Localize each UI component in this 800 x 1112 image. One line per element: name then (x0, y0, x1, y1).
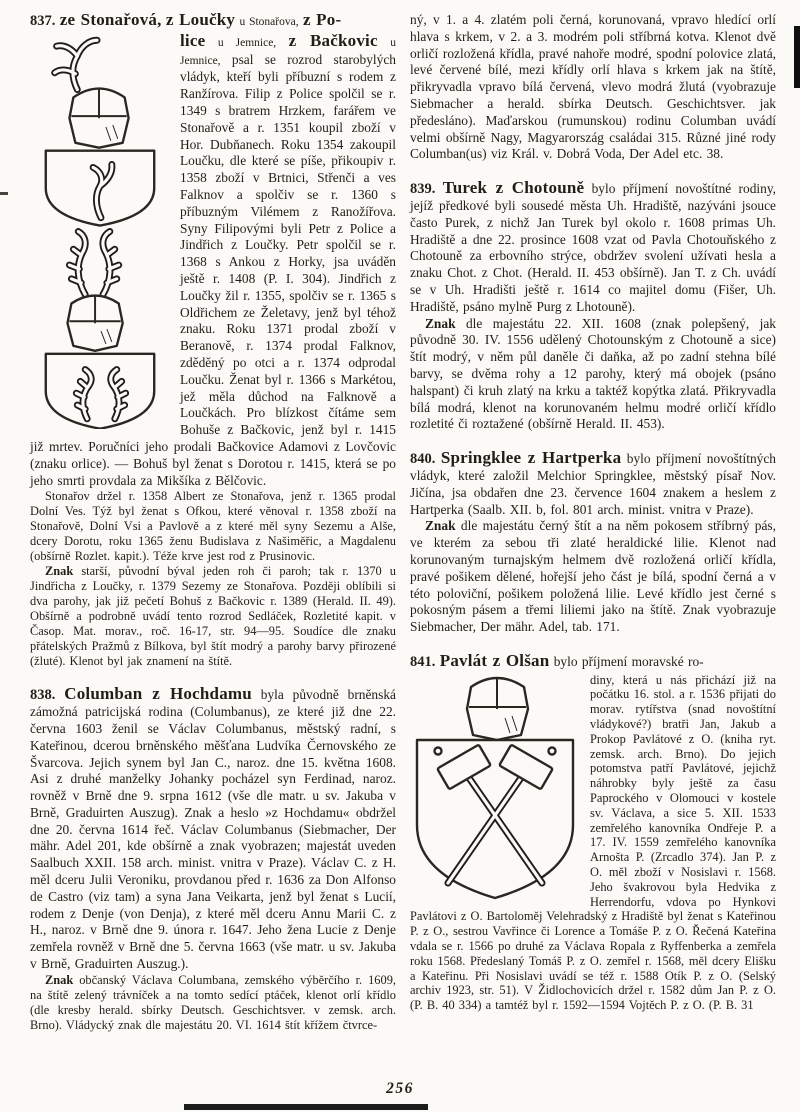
entry-838-continuation: ný, v 1. a 4. zlatém poli černá, korunovaná, vpravo hledící orlí hlava s krkem, v 2. a 3. modrém poli stříbrná kotva. Klenot dvě orličí rozložená křídla, pravé nahoře modré, spodní polovice zlatá, levé červené bílé, mezi křídly orlí hlava s krkem jak na štítě, přikryvadla vpravo bílá červená, vlevo modrá žlutá (vyobrazuje Siebmacher a herald. sbírka Deutsch. Geschichtsver. jak předesláno). Maďarskou (rumunskou) rodinu Columban uvádí velmi obšírně Nagy, Magyarország családai 315. Různé jiné rody Columban(us) viz Král. v. Dobrá Voda, Der Adel etc. 38. (410, 12, 776, 162)
entry-838-blazon-paragraph (30, 973, 396, 1033)
entry-837-number: 837. (30, 13, 56, 29)
entry-839-name: Turek z Chotouně (442, 178, 585, 198)
entry-838-blazon-text: občanský Václava Columbana, zemského výběrčího r. 1609, na štítě zelený trávníček a na tomto sedící ptáček, klenot orlí křídlo (dle kresby herald. sbírky Deutsch. Geschichtsver. v zemsk. arch. Brno). Vládycký znak dle majestátu 20. VI. 1614 štít křížem čtvrce- (30, 972, 396, 1032)
entry-841-paragraph-1 (410, 673, 776, 1013)
entry-840 (410, 450, 776, 636)
entry-837-locality-3: u Jemnice, (180, 36, 396, 67)
entry-841-body-text: diny, která u nás přichází již na počátku 16. stol. a r. 1536 přijati do morav. rytířstva (snad novoštítní vládykové?) bratři Jan, Jakub a Prokop Pavlátové z O. (kniha ryt. zemsk. arch. Brno). Do jejich potomstva patří Pavlátové, jejichž náhrobky byly ještě za času Paprockého v Olomouci v kostele sv. Václava, a sice 5. XII. 1533 zemřelého kanovníka Ondřeje P. a 17. IV. 1559 zemřelého kanovníka Arnošta P. (Zrcadlo 374). Jan P. z O. měl zboží v Nosislavi r. 1568. Jeho švakrovou byla Hedvika z Herrendorfu, vdova po Hynkovi Pavlátovi z O. Bartoloměj Velehradský z Hradiště byl ženat s Kateřinou P. z O., sestrou Vavřince či Lorence a Tomáše P. z O. Řečená Kateřina vdala se r. 1566 po druhé za Václava Ropala z Ryffenberka a zemřela roku 1568. Předeslaný Tomáš P. z O. zemřel r. 1568, měl dcery Elišku a Kateřinu. Při Nosislavi uvádí se též r. 1588 Otík P. z O. (Selský archiv 1923, str. 51). V Židlochovicích držel r. 1582 dům Jan P. z O. (P. B. 40 334) a tamtéž byl r. 1592—1594 Vojtěch P. z O. (P. B. 31 (410, 672, 776, 1013)
scan-artifact-right-edge (794, 26, 800, 88)
entry-840-name: Springklee z Hartperka (440, 448, 622, 468)
entry-837-locality-1: u Stonařova, (239, 16, 299, 28)
entry-837-heading (30, 12, 396, 31)
scan-artifact-bottom-edge (184, 1104, 428, 1110)
blazon-label: Znak (45, 564, 74, 579)
entry-837-name-loucky: z Loučky (165, 10, 236, 29)
blazon-label: Znak (425, 518, 456, 534)
entry-838-number: 838. (30, 687, 56, 704)
entry-837-name-backovic: z Bačkovic (288, 30, 378, 50)
entry-840-blazon-paragraph (410, 518, 776, 636)
entry-837-name-police-cont: lice (180, 30, 206, 50)
entry-841-name: Pavlát z Olšan (439, 650, 550, 670)
entry-838-paragraph-1 (30, 686, 396, 973)
entry-841 (410, 650, 776, 1013)
entry-838-body-text: byla původně brněnská zámožná patricijská rodina (Columbanus), ze které již dne 22. června 1603 ženil se Václav Columbanus, městský radní, s Kateřinou, dcerou brněnského měšťana Ludvíka Černovského ze Švarcova. Jejich synem byl Jan C., naroz. dne 15. května 1608. Asi z druhé manželky Johanky pocházel syn Ferdinad, naroz. rovněž v Brně dne 9. srpna 1612 (vše dle matr. u sv. Jakuba v Brně, Graduirten Auszug). Znak a heslo »z Hochdamu« obdržel dne 20. června 1614 řeč. Václav Columbanus (Siebmacher, Der mähr. Adel 201, kde obšírně a znak vyobrazen; majestát uveden Saalbuch XXII. 158 arch. minist. vnitra v Praze). Václav C. z H. měl dceru Julii Veroniku, provdanou před r. 1636 za Don Alfonso de Castro (viz tam) a syna Jana Veikarta, jenž byl ženat s Lucií, rodem z Denje (von Denja), z které měl dceru Annu Marii C. z H., naroz. v Brně dne 9. února r. 1647. Jeho žena Lucie z Denje zemřela rovněž v Brně dne 5. června 1663 (vše matr. u sv. Jakuba v Brně, Graduirten Auszug.). (30, 687, 396, 972)
entry-839 (410, 180, 776, 433)
blazon-label: Znak (45, 972, 74, 987)
entry-837-locality-2: u Jemnice, (217, 36, 277, 49)
entry-841-heading (410, 650, 776, 671)
entry-840-number: 840. (410, 451, 436, 468)
entry-839-number: 839. (410, 181, 436, 198)
scan-artifact-left-margin (0, 192, 8, 195)
left-column (30, 12, 396, 1033)
entry-837-blazon-text: starší, původní býval jeden roh či paroh; tak r. 1370 u Jindřicha z Loučky, r. 1379 Sezemy ze Stonařova. Později oblíbili si dva parohy, jak již pečetí Bohuš z Bačkovic r. 1389 (Herald. II. 49). Obšírně a podrobně uvádí tento rozrod Sedláček, Rozletité kapit. v Časop. Mat. morav., roč. 16-17, str. 94—95. Soudíce dle znaku přátelských Pražmů z Bílkova, byl štít modrý a parohy barvy přirozené (žluté). Klenot byl jak znamení na štítě. (30, 564, 396, 669)
entry-841-heading-rest: bylo příjmení moravské ro- (553, 653, 704, 669)
entry-837-body-text: psal se rozrod starobylých vládyk, kteří byli příbuzní s rodem z Ranžírova. Filip z Police spolčil se r. 1349 s bratrem Hrzkem, farářem ve Stonařově a r. 1351 koupil zboží v Hor. Dubňanech. Roku 1354 zakoupil Loučku, dle které se píše, přikoupiv r. 1358 zboží v Brtnici, Střenči a ves Falknov a spolčiv se r. 1360 s příbuzným Vilémem z Ranožířova. Syny Filipovými byli Petr z Police a Jindřich z Loučky. Petr spolčil se r. 1368 s Ankou z Horky, jsa uváděn ještě r. 1408 (P. I. 304). Jindřich z Loučky žil r. 1355, spolčiv se r. 1365 s Oldřichem ze Želetavy, jenž byl téhož znaku. Roku 1371 prodal zboží v Beranově, r. 1374 prodal Falknov, zděděný po otci a r. 1374 odprodal Loučku. Ženat byl r. 1366 s Markétou, jež měla důchod na Falknově a Loučkách. Pro blízkost čítáme sem Bohuše z Bačkovic, jenž byl r. 1415 již mrtev. Poručníci jeho prodali Bačkovice Adamovi z Lovčovic (znaku orlice). — Bohuš byl ženat s Dorotou r. 1415, která se po jeho smrti provdala za Mikšíka z Bělčovic. (30, 51, 396, 488)
entry-837 (30, 12, 396, 669)
entry-839-paragraph-1 (410, 180, 776, 315)
coat-of-arms-837-illustration (30, 36, 170, 429)
entry-839-body-text: bylo příjmení novoštítné rodiny, jejíž předkové byli sousedé města Uh. Hradiště, nazýváni jsouce často Purek, z nichž Jan Turek byl okolo r. 1608 primas Uh. Hradiště a dne 22. prosince 1608 vzat od Pavla Chotouňského z Chotouně za erbovního strýce, obdržev svolení užívati hesla a znaku Chot. z Chot. (Herald. II. 453 obšírně). Jan T. z Ch. uvádí se v Uh. Hradišti ještě r. 1614 co majitel domu (Fišer, Uh. Hradiště, psáno mylně Purg z Lhotouně). (410, 181, 776, 314)
coat-of-arms-841-illustration (410, 675, 580, 905)
entry-839-blazon-text: dle majestátu 22. XII. 1608 (znak polepšený, jak původně 30. IV. 1556 udělený Chotounským z Chotouně a sice) štít modrý, v něm půl daněle či daňka, až po zadní stehna bílé barvy, se dvěma rohy a 12 parohy, který má obojek (psáno halspant) či kruh zlatý na krku a taktéž kopýtka zlatá. Přikryvadla bílá modrá, klenot na korunovaném helmu modré orličí křídlo rozletité či roztažené (obšírně Herald. II. 453). (410, 315, 776, 432)
entry-841-number: 841. (410, 653, 436, 670)
entry-840-blazon-text: dle majestátu černý štít a na něm pokosem stříbrný pás, ve kterém za sebou tři zlaté heraldické lilie. Klenot nad korunovaným turnajským helmem dvě rozložená orličí křídla, pravé pošikem dělené, hořejší jeho část je bílá, spodní černá a v této poloviční, pošikem položená lilie. Levé křídlo jest černé s pokosným pásem a třemi liliemi jako na štítě. Znak vyobrazuje Siebmacher, Der mähr. Adel, tab. 171. (410, 518, 776, 635)
page-number: 256 (386, 1080, 414, 1097)
entry-837-blazon-paragraph (30, 564, 396, 669)
entry-837-name-police: z Po- (302, 10, 342, 29)
blazon-label: Znak (425, 315, 456, 331)
page-footer (0, 1080, 800, 1098)
entry-840-body-text: bylo příjmení novoštítných vládyk, které založil Melchior Springklee, městský písař Nov. Jičína, jsa obdařen dne 23. července 1604 znakem a heslem z Hartperka (Saalb. XII. b, fol. 801 arch. minist. vnitra v Praze). (410, 451, 776, 517)
entry-840-paragraph-1 (410, 450, 776, 518)
entry-837-name-stonarova: ze Stonařová, (59, 10, 162, 29)
right-column (410, 12, 776, 1033)
entry-837-paragraph-1 (30, 30, 396, 490)
entry-839-blazon-paragraph (410, 316, 776, 434)
entry-837-paragraph-2: Stonařov držel r. 1358 Albert ze Stonařova, jenž r. 1365 prodal Dolní Ves. Týž byl ženat s Ofkou, které věnoval r. 1358 zboží na Stonařově, Dolní Vsi a Pavlově a z které měl syny Sezemu a Alše, dcery Dorotu, roku 1365 ženu Budislava z Našiměřic, a Magdalenu (obšírně Rozlet. kapit.). Téže krve jest rod z Prusinovic. (30, 489, 396, 564)
entry-838-name: Columban z Hochdamu (64, 684, 252, 704)
entry-838 (30, 686, 396, 1033)
